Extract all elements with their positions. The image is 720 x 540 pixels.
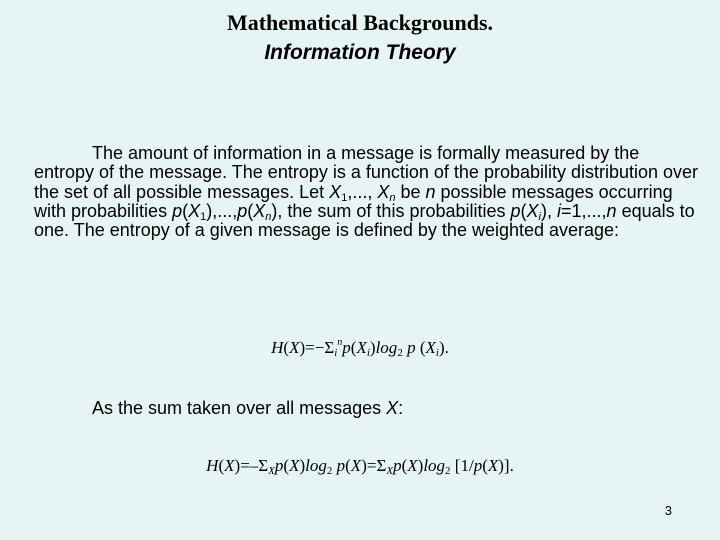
slide-title [0,8,720,68]
sum-formula: $H(X)=-\Sigma_Xp(X)\log_2$ $p(X)=\Sigma_Xp(X)\log_2$ [1/p(X)]. [206,456,514,477]
entropy-formula: $H(X)=-\Sigma_i^np(X_i)\log_2$ p $(X_i)$. [271,337,449,359]
page-number: 3 [664,503,672,518]
title-line-1: Mathematical Backgrounds. [226,10,494,35]
entropy-paragraph: The amount of information in a message is formally measured by the entropy of the message. The entropy is a function of the probability distribution over the set of all possible messages. Let $X_1$,..., $X_n$ be n possible messages occurring with probabilities $p(X_1),...,p(X_n)$, the sum of this probabilities $p(X_i)$, i=1,...,n equals to one. The entropy of a given message is defined by the weighted average: [34,143,699,241]
title-line-2: Information Theory [264,41,456,64]
sum-paragraph: As the sum taken over all messages X: [92,398,404,418]
